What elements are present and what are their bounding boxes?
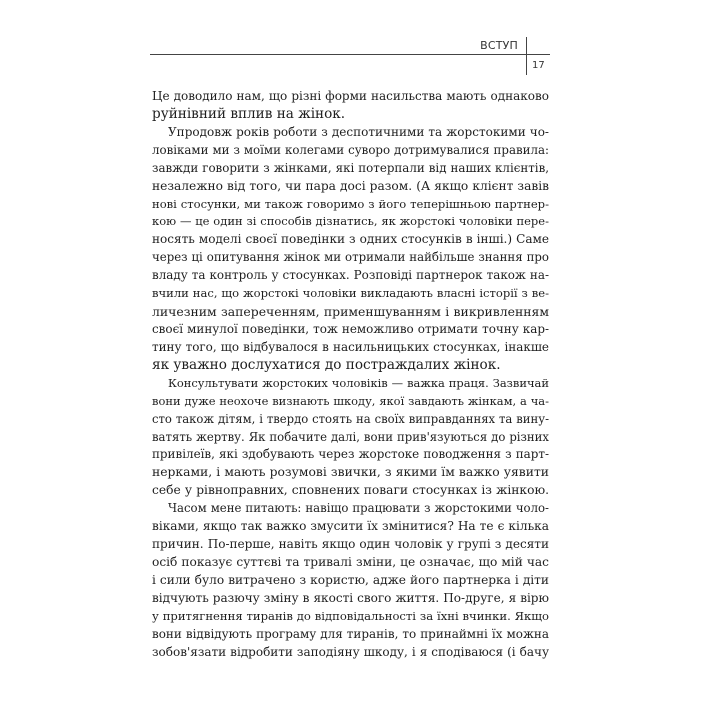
text-line: своєї минулої поведінки, тож неможливо отримати точну кар- [152, 321, 549, 336]
text-line: вони дуже неохоче визнають шкоду, якої завдають жінкам, а ча- [152, 393, 549, 408]
text-line: сто також дітям, і твердо стоять на своїх виправданнях та вину- [152, 411, 549, 426]
paragraph [152, 88, 549, 124]
text-line: ловіками ми з моїми колегами суворо дотримувалися правила: [152, 142, 549, 157]
text-line: кою — це один зі способів дізнатись, як жорстокі чоловіки пере- [152, 214, 549, 229]
text-line: Консультувати жорстоких чоловіків — важка праця. Зазвичай [168, 375, 549, 390]
text-line: привілеїв, які здобувають через жорстоке поводження з парт- [152, 447, 549, 462]
text-line: зобов'язати відробити заподіяну шкоду, і я сподіваюся (і бачу [152, 644, 549, 659]
paragraph [152, 375, 549, 500]
text-line: у притягнення тиранів до відповідальності за їхні вчинки. Якщо [152, 608, 549, 623]
text-line: через ці опитування жінок ми отримали найбільше знання про [152, 250, 549, 265]
text-line: як уважно дослухатися до постраждалих жінок. [152, 356, 501, 373]
text-line: Часом мене питають: навіщо працювати з жорстокими чоло- [168, 501, 549, 516]
text-line: завжди говорити з жінками, які потерпали від наших клієнтів, [152, 160, 549, 175]
text-line: вчили нас, що жорстокі чоловіки викладають власні історії з ве- [152, 286, 549, 301]
page-number: 17 [532, 60, 545, 71]
text-line: личезним запереченням, применшуванням і викривленням [152, 304, 549, 320]
paragraph [152, 500, 549, 661]
text-line: віками, якщо так важко змусити їх змінитися? На те є кілька [152, 519, 549, 534]
header-rule [150, 54, 550, 55]
text-line: тину того, що відбувалося в насильницьких стосунках, інакше [152, 339, 549, 354]
paragraph [152, 124, 549, 375]
text-line: владу та контроль у стосунках. Розповіді партнерок також на- [152, 268, 549, 283]
text-line: нові стосунки, ми також говоримо з його теперішньою партнер- [152, 196, 549, 211]
text-line: себе у рівноправних, сповнених поваги стосунках із жінкою. [152, 483, 549, 498]
text-line: відчують разючу зміну в якості свого життя. По-друге, я вірю [152, 590, 549, 605]
text-line: причин. По-перше, навіть якщо один чоловік у групі з десяти [152, 537, 549, 552]
text-line: Це доводило нам, що різні форми насильства мають однаково [152, 89, 549, 103]
text-line: носять моделі своєї поведінки з одних стосунків в інші.) Саме [152, 232, 549, 247]
text-line: руйнівний вплив на жінок. [152, 105, 346, 122]
text-line: вони відвідують програму для тиранів, то принаймні їх можна [152, 626, 549, 641]
body-text [152, 88, 549, 662]
running-head: ВСТУП [480, 39, 518, 52]
text-line: і сили було витрачено з користю, адже його партнерка і діти [152, 572, 549, 587]
text-line: Упродовж років роботи з деспотичними та жорстокими чо- [168, 124, 549, 139]
text-line: ватять жертву. Як побачите далі, вони прив'язуються до різних [152, 429, 549, 444]
text-line: незалежно від того, чи пара досі разом. (А якщо клієнт завів [152, 178, 549, 193]
text-line: нерками, і мають розумові звички, з якими їм важко уявити [152, 465, 549, 480]
text-line: осіб показує суттєві та тривалі зміни, це означає, що мій час [152, 554, 549, 569]
header-vertical-rule [526, 37, 527, 75]
